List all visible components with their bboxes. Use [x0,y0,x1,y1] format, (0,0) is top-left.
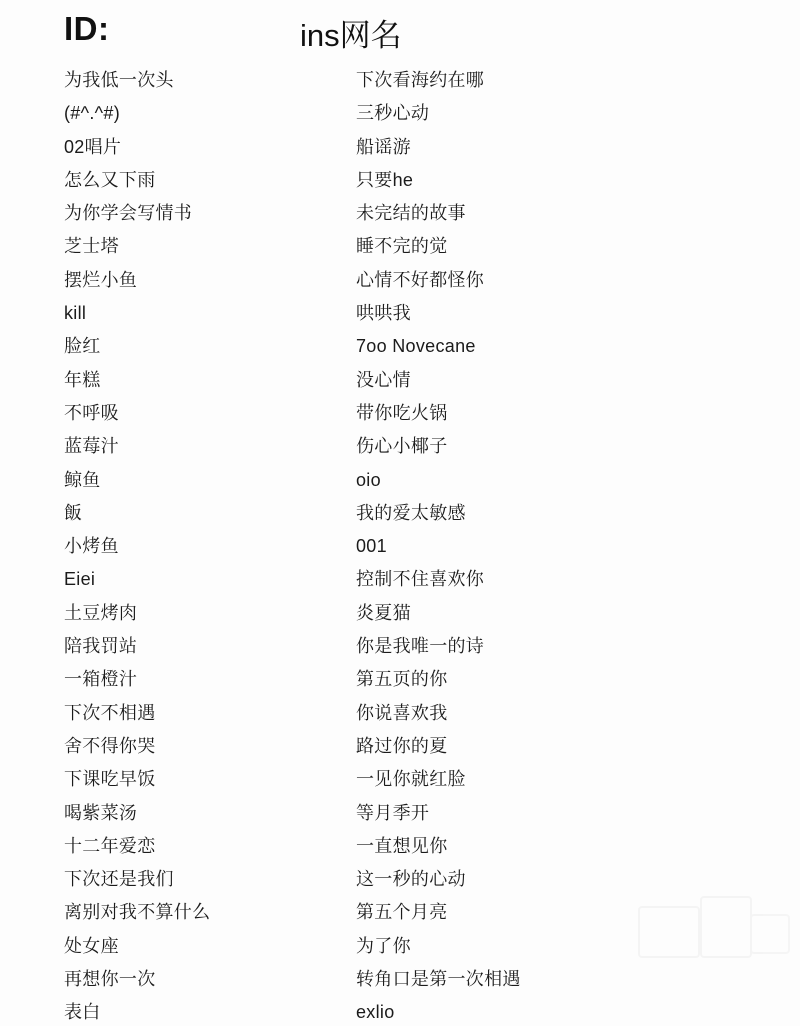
page-header [0,0,800,62]
list-item: 一箱橙汁 [64,669,138,690]
list-item: 伤心小椰子 [356,436,448,457]
list-item: 陪我罚站 [64,636,138,657]
list-item: 为了你 [356,935,411,956]
list-item: (#^.^#) [64,103,121,124]
id-label: ID: [64,10,110,47]
list-item: 表白 [64,1002,101,1023]
list-item: exlio [356,1002,395,1023]
list-item: 心情不好都怪你 [356,269,485,290]
right-column [330,64,730,1030]
list-item: 控制不住喜欢你 [356,569,485,590]
list-item: 一见你就红脸 [356,769,466,790]
list-item: 7oo Novecane [356,336,476,357]
list-item: 鲸鱼 [64,469,101,490]
list-item: 不呼吸 [64,402,119,423]
list-item: 下课吃早饭 [64,769,156,790]
list-item: 蓝莓汁 [64,436,119,457]
list-item: 炎夏猫 [356,602,411,623]
list-item: 怎么又下雨 [64,169,156,190]
list-item: oio [356,469,381,490]
list-item: 下次不相遇 [64,702,156,723]
list-item: 带你吃火锅 [356,402,448,423]
list-item: 船谣游 [356,136,411,157]
list-item: 这一秒的心动 [356,869,466,890]
list-item: 飯 [64,502,83,523]
list-item: 睡不完的觉 [356,236,448,257]
name-list-columns [0,64,800,1030]
list-item: 为我低一次头 [64,70,174,90]
list-item: 舍不得你哭 [64,735,156,756]
list-item: 你说喜欢我 [356,702,448,723]
list-item: 处女座 [64,935,119,956]
list-item: 未完结的故事 [356,203,466,224]
list-item: 摆烂小鱼 [64,269,138,290]
list-item: 三秒心动 [356,103,430,124]
page-title: ins网名 [300,18,402,53]
list-item: 再想你一次 [64,969,156,990]
list-item: 没心情 [356,369,411,390]
list-item: Eiei [64,569,96,590]
list-item: 离别对我不算什么 [64,902,211,923]
list-item: kill [64,303,87,324]
list-item: 第五个月亮 [356,902,448,923]
list-item: 等月季开 [356,802,430,823]
list-item: 年糕 [64,369,101,390]
list-item: 路过你的夏 [356,735,448,756]
list-item: 十二年爱恋 [64,835,156,856]
list-item: 喝紫菜汤 [64,802,138,823]
list-item: 芝士塔 [64,236,119,257]
list-item: 只要he [356,169,414,190]
list-item: 为你学会写情书 [64,203,193,224]
list-item: 第五页的你 [356,669,448,690]
left-column [0,64,330,1030]
list-item: 你是我唯一的诗 [356,636,485,657]
list-item: 我的爱太敏感 [356,502,466,523]
list-item: 下次看海约在哪 [356,70,485,90]
list-item: 脸红 [64,336,101,357]
list-item: 土豆烤肉 [64,602,138,623]
list-item: 下次还是我们 [64,869,174,890]
list-item: 哄哄我 [356,303,411,324]
list-item: 02唱片 [64,136,122,157]
list-item: 一直想见你 [356,835,448,856]
list-item: 小烤鱼 [64,536,119,557]
list-item: 001 [356,536,387,557]
list-item: 转角口是第一次相遇 [356,969,521,990]
